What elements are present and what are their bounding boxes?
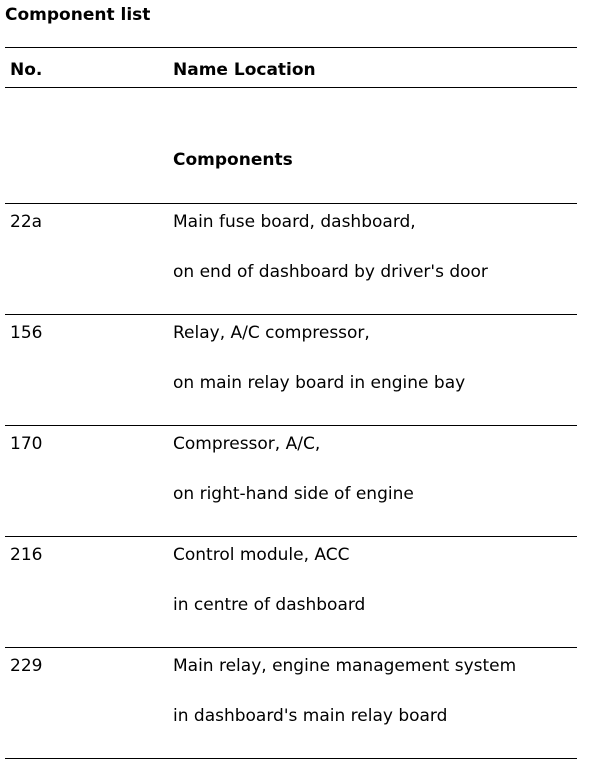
row-name: Main relay, engine management system <box>173 656 517 676</box>
row-location: on end of dashboard by driver's door <box>173 262 488 282</box>
row-location: in dashboard's main relay board <box>173 706 448 726</box>
column-header-no: No. <box>10 60 43 80</box>
row-name: Main fuse board, dashboard, <box>173 212 416 232</box>
row-number: 170 <box>10 434 43 454</box>
row-divider <box>5 647 577 648</box>
row-number: 229 <box>10 656 43 676</box>
header-bottom-rule <box>5 87 577 88</box>
row-name: Control module, ACC <box>173 545 350 565</box>
row-location: on right-hand side of engine <box>173 484 414 504</box>
table-bottom-rule <box>5 758 577 759</box>
row-divider <box>5 203 577 204</box>
page-title: Component list <box>5 5 151 25</box>
row-number: 22a <box>10 212 43 232</box>
section-heading: Components <box>173 150 293 170</box>
row-number: 156 <box>10 323 43 343</box>
table-top-rule <box>5 47 577 48</box>
row-location: in centre of dashboard <box>173 595 366 615</box>
column-header-name-location: Name Location <box>173 60 316 80</box>
row-divider <box>5 425 577 426</box>
row-divider <box>5 314 577 315</box>
row-location: on main relay board in engine bay <box>173 373 466 393</box>
row-name: Compressor, A/C, <box>173 434 321 454</box>
row-number: 216 <box>10 545 43 565</box>
row-divider <box>5 536 577 537</box>
row-name: Relay, A/C compressor, <box>173 323 370 343</box>
